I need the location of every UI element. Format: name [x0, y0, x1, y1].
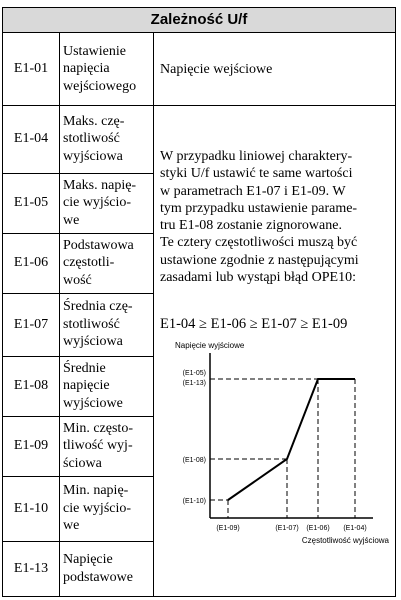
- parameter-name-line: cie wyjścio-: [63, 500, 132, 516]
- column-divider: [59, 33, 60, 596]
- parameter-name: [63, 233, 153, 293]
- e1-01-description: Napięcie wejściowe: [160, 62, 273, 77]
- parameter-table: [2, 7, 396, 597]
- parameter-name-line: Średnie: [63, 360, 106, 376]
- paragraph-line: ustawione zgodnie z następującymi: [160, 252, 359, 268]
- parameter-name: [63, 356, 153, 416]
- parameter-name: [63, 416, 153, 476]
- paragraph-line: tym przypadku ustawienie parame-: [160, 200, 358, 216]
- parameter-name-line: stotliwość: [63, 316, 120, 332]
- y-tick-label: (E1-13): [182, 380, 206, 387]
- y-axis-label: Napięcie wyjściowe: [175, 341, 245, 350]
- parameter-name-line: wejściowego: [63, 78, 137, 94]
- parameter-name-line: wyjściowa: [63, 334, 123, 350]
- paragraph-line: zasadami lub wystąpi błąd OPE10:: [160, 270, 356, 286]
- parameter-code: E1-10: [13, 500, 49, 516]
- parameter-name-line: ściowa: [63, 455, 102, 471]
- paragraph-line: W przypadku liniowej charaktery-: [160, 149, 353, 164]
- parameter-name: [63, 476, 153, 541]
- parameter-name: [63, 105, 153, 173]
- paragraph-line: Te cztery częstotliwości muszą być: [160, 235, 358, 251]
- y-tick-label: (E1-10): [182, 498, 206, 505]
- paragraph-line: w parametrach E1-07 i E1-09. W: [160, 183, 346, 199]
- parameter-name-line: podstawowe: [63, 569, 133, 585]
- parameter-code: E1-06: [13, 255, 49, 270]
- parameter-code: E1-04: [13, 131, 49, 146]
- parameter-name-line: wość: [63, 272, 92, 288]
- parameter-name-line: Ustawienie: [63, 43, 126, 59]
- y-tick-label: (E1-05): [182, 370, 206, 377]
- x-axis-label: Częstotliwość wyjściowa: [301, 536, 389, 545]
- parameter-code: E1-13: [13, 560, 49, 576]
- row-divider: [3, 356, 153, 357]
- y-tick-label: (E1-08): [182, 457, 206, 464]
- parameter-code: E1-08: [13, 378, 49, 393]
- description-paragraph: [160, 148, 396, 286]
- x-tick-label: (E1-07): [275, 525, 299, 532]
- parameter-name-line: wyjściowa: [63, 148, 123, 164]
- paragraph-line: tru E1-08 zostanie zignorowane.: [160, 218, 342, 234]
- parameter-code: E1-09: [13, 438, 49, 453]
- uf-characteristic-chart: [155, 338, 395, 558]
- parameter-name: [63, 541, 153, 596]
- frequency-formula: E1-04 ≥ E1-06 ≥ E1-07 ≥ E1-09: [160, 316, 348, 332]
- uf-series-line: [228, 379, 355, 500]
- parameter-name-line: we: [63, 518, 80, 534]
- parameter-name-line: tliwość wyj-: [63, 438, 133, 454]
- parameter-name-line: cie wyjścio-: [63, 195, 132, 211]
- x-tick-label: (E1-04): [343, 525, 367, 532]
- row-divider: [3, 416, 153, 417]
- parameter-name: [63, 173, 153, 233]
- parameter-name-line: napięcie: [63, 378, 110, 394]
- parameter-code: E1-01: [13, 61, 49, 76]
- parameter-code: E1-05: [13, 195, 49, 210]
- column-divider: [153, 33, 154, 596]
- parameter-name: [63, 293, 153, 356]
- parameter-name: [63, 33, 153, 105]
- parameter-name-line: Maks. czę-: [63, 113, 125, 129]
- row-divider: [3, 476, 153, 477]
- parameter-name-line: Maks. napię-: [63, 177, 137, 193]
- x-tick-label: (E1-06): [306, 525, 330, 532]
- parameter-name-line: napięcia: [63, 61, 110, 77]
- table-header: Zależność U/f: [3, 8, 395, 33]
- row-divider: [3, 293, 153, 294]
- x-tick-label: (E1-09): [216, 525, 240, 532]
- parameter-name-line: Min. często-: [63, 420, 133, 436]
- row-divider: [3, 173, 153, 174]
- parameter-name-line: Napięcie: [63, 552, 113, 567]
- parameter-name-line: Min. napię-: [63, 483, 129, 499]
- parameter-code: E1-07: [13, 316, 49, 332]
- parameter-name-line: częstotli-: [63, 255, 115, 271]
- paragraph-line: styki U/f ustawić te same wartości: [160, 166, 353, 182]
- row-divider: [3, 541, 153, 542]
- parameter-name-line: stotliwość: [63, 131, 120, 147]
- parameter-name-line: Średnia czę-: [63, 299, 133, 315]
- parameter-name-line: Podstawowa: [63, 237, 134, 253]
- row-divider: [3, 105, 395, 106]
- parameter-name-line: wyjściowe: [63, 395, 123, 411]
- parameter-name-line: we: [63, 212, 80, 228]
- row-divider: [3, 233, 153, 234]
